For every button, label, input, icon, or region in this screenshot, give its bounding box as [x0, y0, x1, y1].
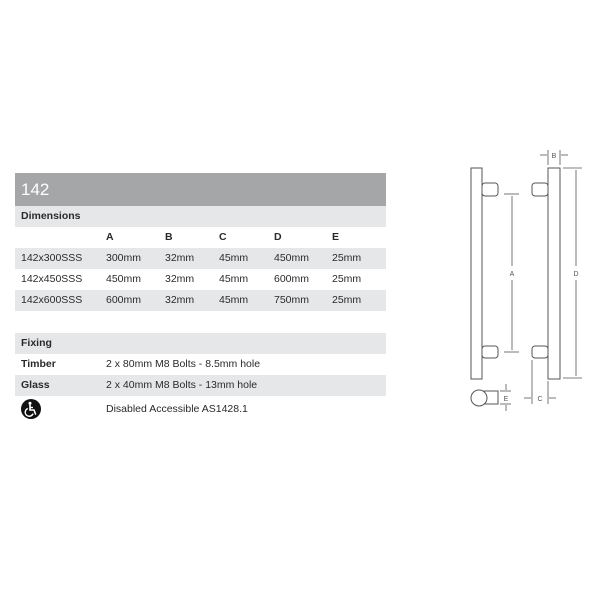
- column-header-b: B: [165, 231, 173, 243]
- left-standoff-top: [482, 183, 498, 196]
- label-c: C: [537, 396, 543, 403]
- right-standoff-top: [532, 183, 548, 196]
- right-handle-bar: [548, 168, 560, 379]
- cell-d: 600mm: [274, 273, 310, 285]
- wheelchair-icon: [21, 399, 41, 429]
- model-cell: 142x600SSS: [21, 294, 83, 306]
- cell-e: 25mm: [332, 273, 362, 285]
- column-header-row: [15, 227, 386, 248]
- fixing-value: 2 x 40mm M8 Bolts - 13mm hole: [106, 379, 258, 391]
- table-row: [15, 290, 386, 311]
- cell-e: 25mm: [332, 252, 362, 264]
- cell-b: 32mm: [165, 273, 195, 285]
- dimensions-heading: Dimensions: [21, 210, 81, 222]
- end-detail-round: [471, 390, 487, 406]
- cell-d: 750mm: [274, 294, 310, 306]
- section-spacer: [15, 311, 386, 333]
- model-cell: 142x450SSS: [21, 273, 83, 285]
- column-header-d: D: [274, 231, 282, 243]
- column-header-a: A: [106, 231, 114, 243]
- cell-c: 45mm: [219, 294, 249, 306]
- fixing-row-glass: [15, 375, 386, 396]
- column-header-e: E: [332, 231, 340, 243]
- cell-a: 450mm: [106, 273, 142, 285]
- left-handle-bar: [471, 168, 482, 379]
- cell-e: 25mm: [332, 294, 362, 306]
- right-standoff-bottom: [532, 346, 548, 358]
- accessibility-text: Disabled Accessible AS1428.1: [106, 403, 248, 415]
- cell-d: 450mm: [274, 252, 310, 264]
- model-cell: 142x300SSS: [21, 252, 83, 264]
- table-row: [15, 248, 386, 269]
- handle-diagram: [440, 140, 600, 430]
- cell-c: 45mm: [219, 252, 249, 264]
- fixing-heading: Fixing: [21, 337, 52, 349]
- label-d: D: [573, 271, 579, 278]
- product-code-band: [15, 173, 386, 206]
- fixing-heading-row: [15, 333, 386, 354]
- cell-a: 300mm: [106, 252, 142, 264]
- cell-b: 32mm: [165, 294, 195, 306]
- cell-b: 32mm: [165, 252, 195, 264]
- label-b: B: [551, 153, 557, 160]
- fixing-label: Timber: [21, 358, 56, 370]
- column-header-c: C: [219, 231, 227, 243]
- fixing-label: Glass: [21, 379, 50, 391]
- left-standoff-bottom: [482, 346, 498, 358]
- label-e: E: [503, 396, 509, 403]
- dimensions-heading-row: [15, 206, 386, 227]
- fixing-value: 2 x 80mm M8 Bolts - 8.5mm hole: [106, 358, 261, 370]
- accessibility-row: [15, 396, 386, 422]
- table-row: [15, 269, 386, 290]
- fixing-row-timber: [15, 354, 386, 375]
- cell-a: 600mm: [106, 294, 142, 306]
- product-code: 142: [21, 180, 50, 199]
- spec-table: [15, 173, 386, 422]
- cell-c: 45mm: [219, 273, 249, 285]
- label-a: A: [509, 271, 515, 278]
